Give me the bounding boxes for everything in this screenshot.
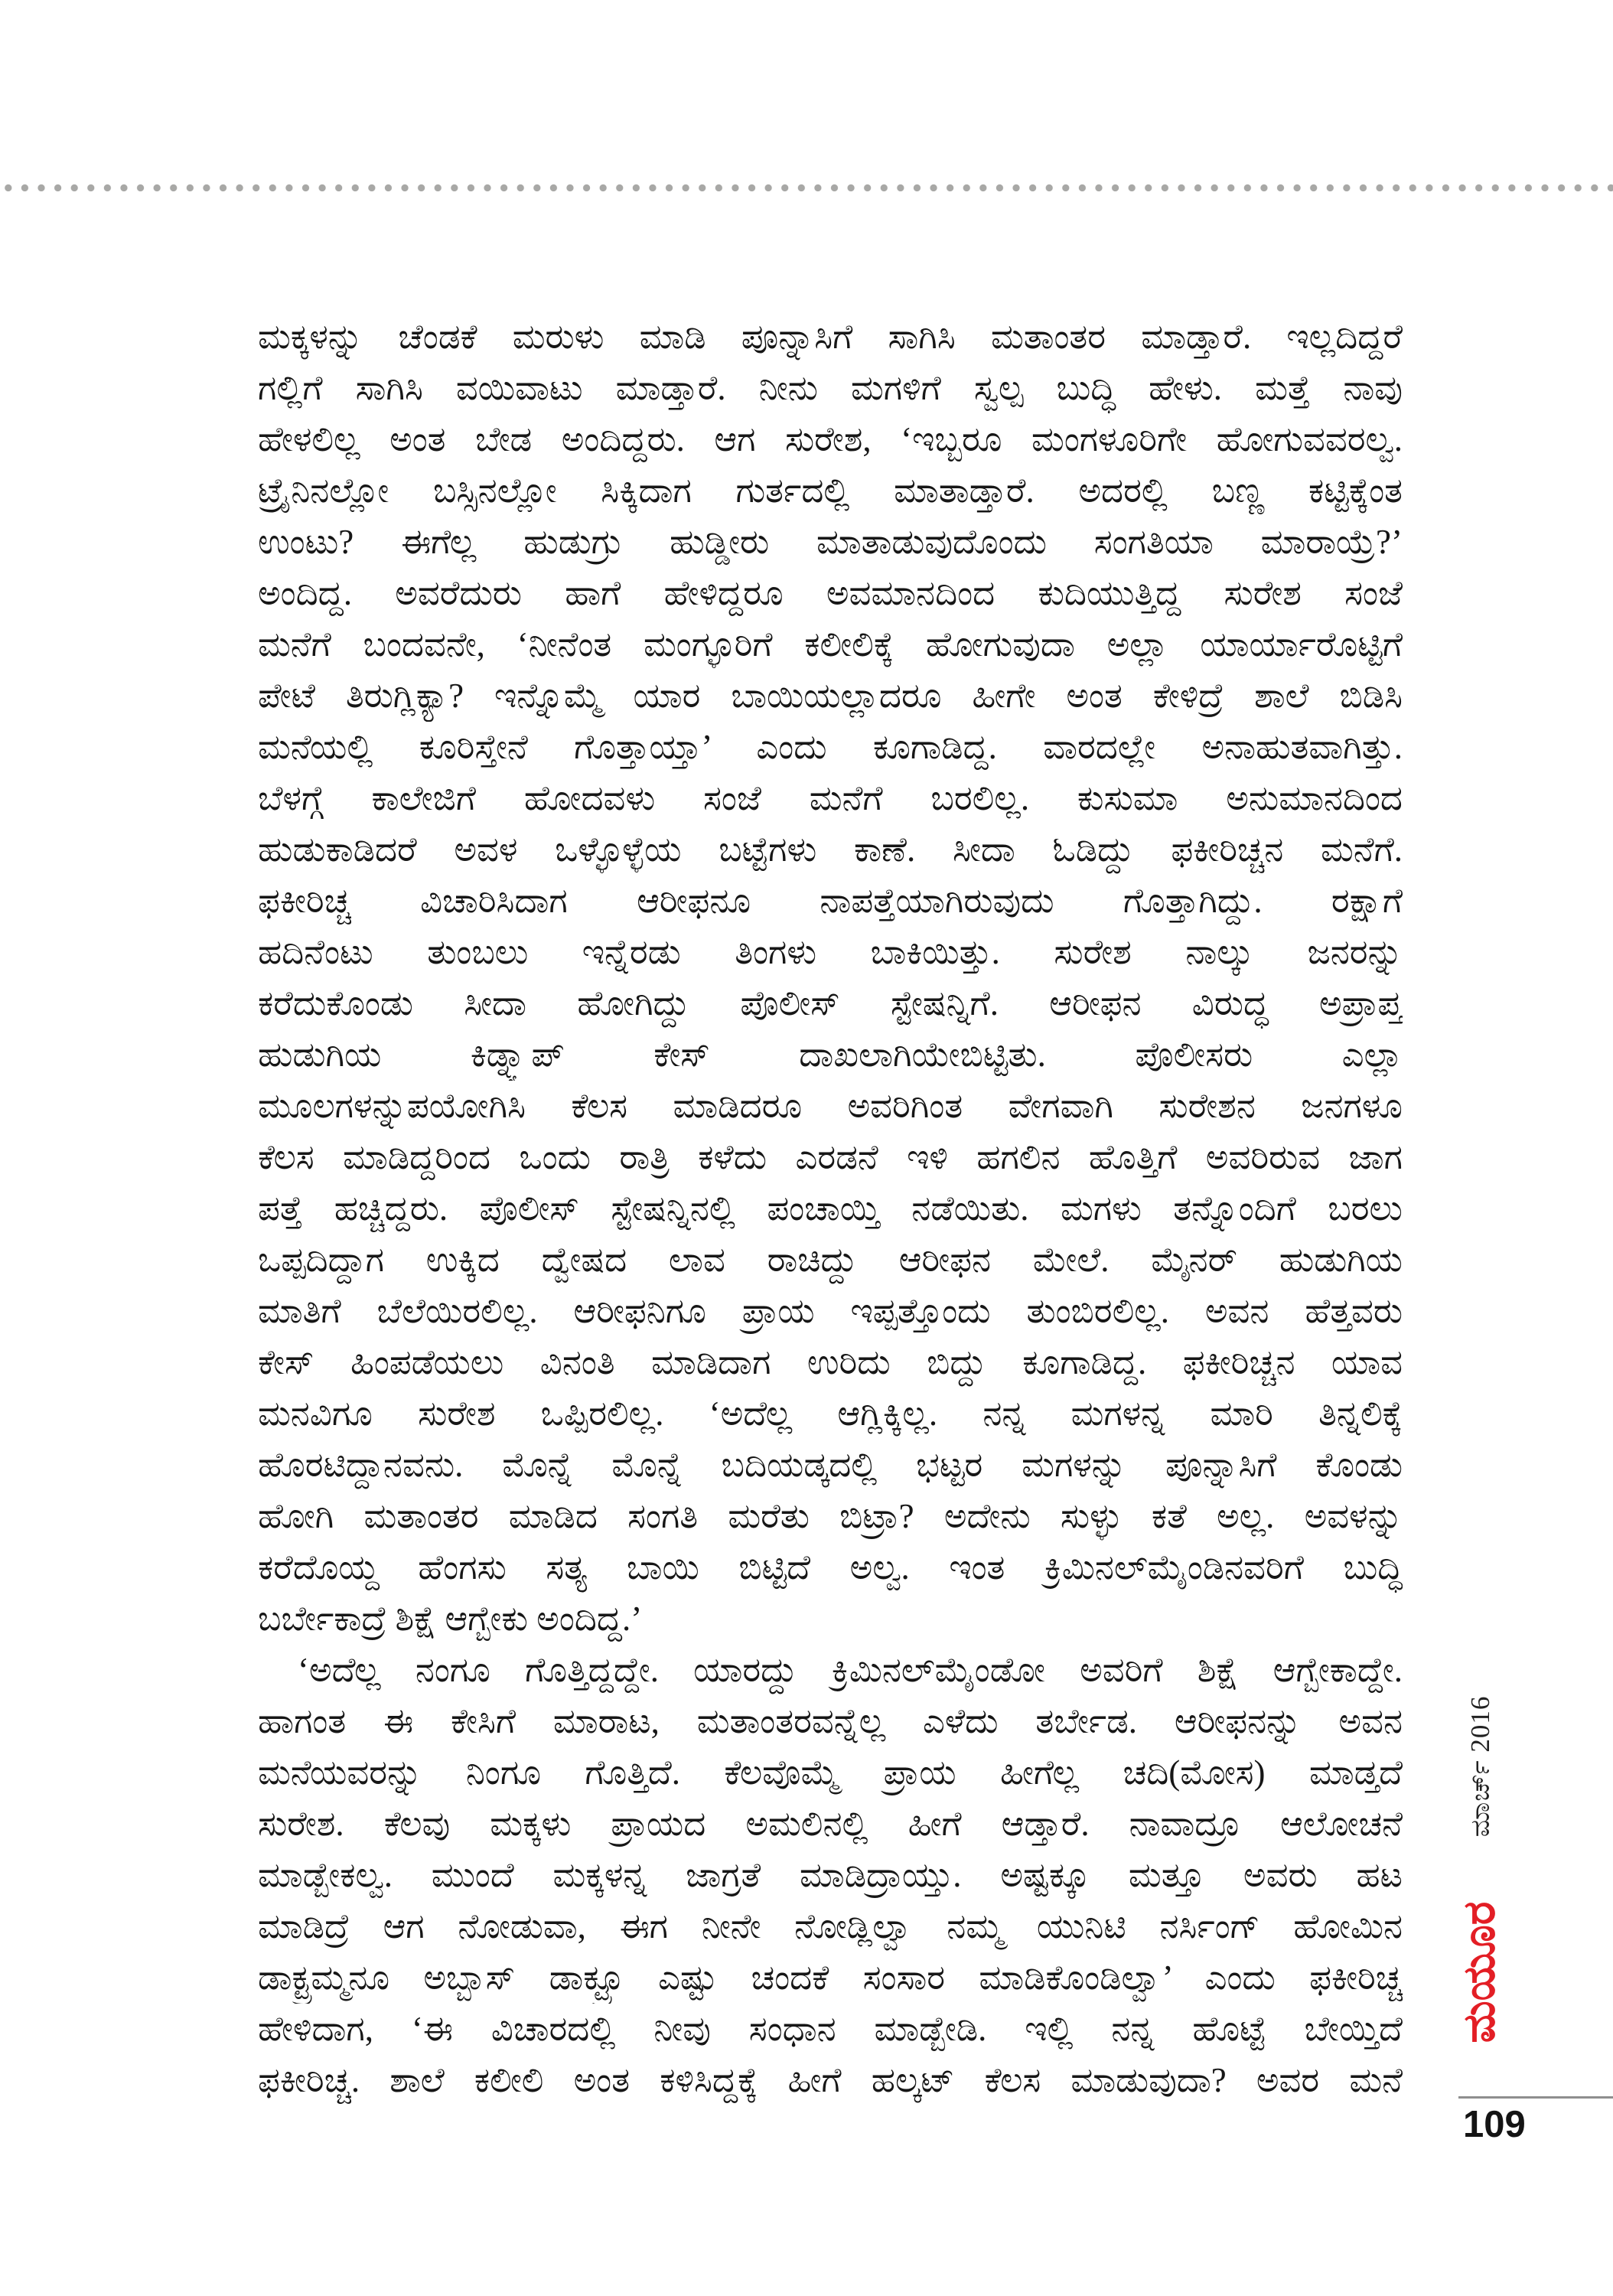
text-line: ಕರೆದುಕೊಂಡು ಸೀದಾ ಹೋಗಿದ್ದು ಪೊಲೀಸ್ ಸ್ಟೇಷನ್ನಿಗೆ. ಆರೀಫನ ವಿರುದ್ಧ ಅಪ್ರಾಪ್ತ: [258, 984, 1403, 1022]
text-line: ಹುಡುಕಾಡಿದರೆ ಅವಳ ಒಳ್ಳೊಳ್ಳೆಯ ಬಟ್ಟೆಗಳು ಕಾಣೆ. ಸೀದಾ ಓಡಿದ್ದು ಫಕೀರಿಚ್ಚನ ಮನೆಗೆ.: [258, 830, 1403, 869]
text-line: ಗಲ್ಲಿಗೆ ಸಾಗಿಸಿ ವಯಿವಾಟು ಮಾಡ್ತಾರೆ. ನೀನು ಮಗಳಿಗೆ ಸ್ವಲ್ಪ ಬುದ್ಧಿ ಹೇಳು. ಮತ್ತೆ ನಾವು: [258, 369, 1403, 407]
text-line: ಮಾತಿಗೆ ಬೆಲೆಯಿರಲಿಲ್ಲ. ಆರೀಫನಿಗೂ ಪ್ರಾಯ ಇಪ್ಪತ್ತೊಂದು ತುಂಬಿರಲಿಲ್ಲ. ಅವನ ಹೆತ್ತವರು: [258, 1292, 1403, 1330]
text-line: ಬೆಳಗ್ಗೆ ಕಾಲೇಜಿಗೆ ಹೋದವಳು ಸಂಜೆ ಮನೆಗೆ ಬರಲಿಲ್ಲ. ಕುಸುಮಾ ಅನುಮಾನದಿಂದ: [258, 779, 1403, 817]
text-line: ಮಾಡಿದ್ರೆ ಆಗ ನೋಡುವಾ, ಈಗ ನೀನೇ ನೋಡ್ಲಿಲ್ವಾ ನಮ್ಮ ಯುನಿಟಿ ನರ್ಸಿಂಗ್ ಹೋಮಿನ: [258, 1907, 1403, 1945]
text-line: ಫಕೀರಿಚ್ಚ ವಿಚಾರಿಸಿದಾಗ ಆರೀಫನೂ ನಾಪತ್ತೆಯಾಗಿರುವುದು ಗೊತ್ತಾಗಿದ್ದು. ರಕ್ಷಾಗೆ: [258, 882, 1403, 920]
text-line: ಒಪ್ಪದಿದ್ದಾಗ ಉಕ್ಕಿದ ದ್ವೇಷದ ಲಾವ ರಾಚಿದ್ದು ಆರೀಫನ ಮೇಲೆ. ಮೈನರ್ ಹುಡುಗಿಯ: [258, 1241, 1403, 1279]
text-line: ಹೇಳಲಿಲ್ಲ ಅಂತ ಬೇಡ ಅಂದಿದ್ದರು. ಆಗ ಸುರೇಶ, ‘ಇಬ್ಬರೂ ಮಂಗಳೂರಿಗೇ ಹೋಗುವವರಲ್ವ.: [258, 420, 1403, 458]
text-line: ‘ಅದೆಲ್ಲ ನಂಗೂ ಗೊತ್ತಿದ್ದದ್ದೇ. ಯಾರದ್ದು ಕ್ರಿಮಿನಲ್‌ಮೈಂಡೋ ಅವರಿಗೆ ಶಿಕ್ಷೆ ಆಗ್ಬೇಕಾದ್ದೇ.: [298, 1651, 1403, 1689]
text-line: ಮಕ್ಕಳನ್ನು ಚೆಂಡಕೆ ಮರುಳು ಮಾಡಿ ಪೂನ್ನಾಸಿಗೆ ಸಾಗಿಸಿ ಮತಾಂತರ ಮಾಡ್ತಾರೆ. ಇಲ್ಲದಿದ್ದರೆ: [258, 318, 1403, 356]
text-line: ಮಾಡ್ಬೇಕಲ್ವ. ಮುಂದೆ ಮಕ್ಕಳನ್ನ ಜಾಗ್ರತೆ ಮಾಡಿದ್ರಾಯ್ತು. ಅಷ್ಟಕ್ಕೂ ಮತ್ತೂ ಅವರು ಹಟ: [258, 1856, 1403, 1894]
text-line: ಮನೆಯಲ್ಲಿ ಕೂರಿಸ್ತೇನೆ ಗೊತ್ತಾಯ್ತಾ’ ಎಂದು ಕೂಗಾಡಿದ್ದ. ವಾರದಲ್ಲೇ ಅನಾಹುತವಾಗಿತ್ತು.: [258, 728, 1403, 766]
text-line: ಹುಡುಗಿಯ ಕಿಡ್ನ್ಯಾಪ್ ಕೇಸ್ ದಾಖಲಾಗಿಯೇಬಿಟ್ಟಿತು. ಪೊಲೀಸರು ಎಲ್ಲಾ: [258, 1035, 1403, 1074]
text-line: ಟ್ರೈನಿನಲ್ಲೋ ಬಸ್ಸಿನಲ್ಲೋ ಸಿಕ್ಕಿದಾಗ ಗುರ್ತದಲ್ಲಿ ಮಾತಾಡ್ತಾರೆ. ಅದರಲ್ಲಿ ಬಣ್ಣ ಕಟ್ಟಿಕ್ಕೆಂತ: [258, 471, 1403, 510]
text-line: ಮನೆಯವರನ್ನು ನಿಂಗೂ ಗೊತ್ತಿದೆ. ಕೆಲವೊಮ್ಮೆ ಪ್ರಾಯ ಹೀಗೆಲ್ಲ ಚದಿ(ಮೋಸ) ಮಾಡ್ತದೆ: [258, 1753, 1403, 1792]
text-line: ಪೇಟೆ ತಿರುಗ್ಲಿಕ್ಯಾ? ಇನ್ನೊಮ್ಮೆ ಯಾರ ಬಾಯಿಯಲ್ಲಾದರೂ ಹೀಗೇ ಅಂತ ಕೇಳಿದ್ರೆ ಶಾಲೆ ಬಿಡಿಸಿ: [258, 677, 1403, 715]
text-line: ಹೋಗಿ ಮತಾಂತರ ಮಾಡಿದ ಸಂಗತಿ ಮರೆತು ಬಿಟ್ರಾ? ಅದೇನು ಸುಳ್ಳು ಕತೆ ಅಲ್ಲ. ಅವಳನ್ನು: [258, 1497, 1403, 1535]
text-line: ಡಾಕ್ಟ್ರಮ್ಮನೂ ಅಬ್ಬಾಸ್ ಡಾಕ್ಟ್ರೂ ಎಷ್ಟು ಚಂದಕೆ ಸಂಸಾರ ಮಾಡಿಕೊಂಡಿಲ್ವಾ’ ಎಂದು ಫಕೀರಿಚ್ಚ: [258, 1958, 1403, 1997]
text-line: ಹೊರಟಿದ್ದಾನವನು. ಮೊನ್ನೆ ಮೊನ್ನೆ ಬದಿಯಡ್ಕದಲ್ಲಿ ಭಟ್ಟರ ಮಗಳನ್ನು ಪೂನ್ನಾಸಿಗೆ ಕೊಂಡು: [258, 1446, 1403, 1484]
text-line: ಕೇಸ್ ಹಿಂಪಡೆಯಲು ವಿನಂತಿ ಮಾಡಿದಾಗ ಉರಿದು ಬಿದ್ದು ಕೂಗಾಡಿದ್ದ. ಫಕೀರಿಚ್ಚನ ಯಾವ: [258, 1343, 1403, 1381]
dotted-separator: [0, 181, 1613, 194]
text-line: ಬರ್ಬೇಕಾದ್ರೆ ಶಿಕ್ಷೆ ಆಗ್ಬೇಕು ಅಂದಿದ್ದ.’: [258, 1600, 643, 1638]
magazine-logo: ಮಯೂರ: [1454, 1901, 1504, 2043]
text-line: ಉಂಟು? ಈಗೆಲ್ಲ ಹುಡುಗ್ರು ಹುಡ್ಡೀರು ಮಾತಾಡುವುದೊಂದು ಸಂಗತಿಯಾ ಮಾರಾಯ್ರೆ?’: [258, 523, 1403, 561]
text-line: ಫಕೀರಿಚ್ಚ. ಶಾಲೆ ಕಲೀಲಿ ಅಂತ ಕಳಿಸಿದ್ದಕ್ಕೆ ಹೀಗೆ ಹಲ್ಕಟ್ ಕೆಲಸ ಮಾಡುವುದಾ? ಅವರ ಮನೆ: [258, 2061, 1403, 2099]
text-line: ಸುರೇಶ. ಕೆಲವು ಮಕ್ಕಳು ಪ್ರಾಯದ ಅಮಲಿನಲ್ಲಿ ಹೀಗೆ ಆಡ್ತಾರೆ. ನಾವಾದ್ರೂ ಆಲೋಚನೆ: [258, 1805, 1403, 1843]
text-line: ಕೆಲಸ ಮಾಡಿದ್ದರಿಂದ ಒಂದು ರಾತ್ರಿ ಕಳೆದು ಎರಡನೆ ಇಳಿ ಹಗಲಿನ ಹೊತ್ತಿಗೆ ಅವರಿರುವ ಜಾಗ: [258, 1138, 1403, 1176]
text-line: ಹದಿನೆಂಟು ತುಂಬಲು ಇನ್ನೆರಡು ತಿಂಗಳು ಬಾಕಿಯಿತ್ತು. ಸುರೇಶ ನಾಲ್ಕು ಜನರನ್ನು: [258, 933, 1403, 971]
text-line: ಮನೆಗೆ ಬಂದವನೇ, ‘ನೀನೆಂತ ಮಂಗ್ಳೂರಿಗೆ ಕಲೀಲಿಕ್ಕೆ ಹೋಗುವುದಾ ಅಲ್ಲಾ ಯಾರ್ಯಾರೊಟ್ಟಿಗೆ: [258, 625, 1403, 664]
text-line: ಮನವಿಗೂ ಸುರೇಶ ಒಪ್ಪಿರಲಿಲ್ಲ. ‘ಅದೆಲ್ಲ ಆಗ್ಲಿಕ್ಕಿಲ್ಲ. ನನ್ನ ಮಗಳನ್ನ ಮಾರಿ ತಿನ್ನಲಿಕ್ಕೆ: [258, 1394, 1403, 1433]
issue-date-label: ಮಾರ್ಚ್ 2016: [1465, 1695, 1495, 1838]
text-line: ಹೇಳಿದಾಗ, ‘ಈ ವಿಚಾರದಲ್ಲಿ ನೀವು ಸಂಧಾನ ಮಾಡ್ಬೇಡಿ. ಇಲ್ಲಿ ನನ್ನ ಹೊಟ್ಟೆ ಬೇಯ್ತಿದೆ: [258, 2010, 1403, 2048]
text-line: ಪತ್ತೆ ಹಚ್ಚಿದ್ದರು. ಪೊಲೀಸ್ ಸ್ಟೇಷನ್ನಿನಲ್ಲಿ ಪಂಚಾಯ್ತಿ ನಡೆಯಿತು. ಮಗಳು ತನ್ನೊಂದಿಗೆ ಬರಲು: [258, 1189, 1403, 1228]
text-line: ಮೂಲಗಳನ್ನುಪಯೋಗಿಸಿ ಕೆಲಸ ಮಾಡಿದರೂ ಅವರಿಗಿಂತ ವೇಗವಾಗಿ ಸುರೇಶನ ಜನಗಳೂ: [258, 1087, 1403, 1125]
text-line: ಅಂದಿದ್ದ. ಅವರೆದುರು ಹಾಗೆ ಹೇಳಿದ್ದರೂ ಅವಮಾನದಿಂದ ಕುದಿಯುತ್ತಿದ್ದ ಸುರೇಶ ಸಂಜೆ: [258, 574, 1403, 612]
text-line: ಕರೆದೊಯ್ದ ಹೆಂಗಸು ಸತ್ಯ ಬಾಯಿ ಬಿಟ್ಟಿದೆ ಅಲ್ವ. ಇಂತ ಕ್ರಿಮಿನಲ್‌ಮೈಂಡಿನವರಿಗೆ ಬುದ್ಧಿ: [258, 1548, 1403, 1587]
page-number: 109: [1463, 2104, 1526, 2145]
footer-rule: [1458, 2096, 1613, 2099]
text-line: ಹಾಗಂತ ಈ ಕೇಸಿಗೆ ಮಾರಾಟ, ಮತಾಂತರವನ್ನೆಲ್ಲ ಎಳೆದು ತರ್ಬೇಡ. ಆರೀಫನನ್ನು ಅವನ: [258, 1702, 1403, 1740]
article-text: [258, 311, 1403, 2106]
